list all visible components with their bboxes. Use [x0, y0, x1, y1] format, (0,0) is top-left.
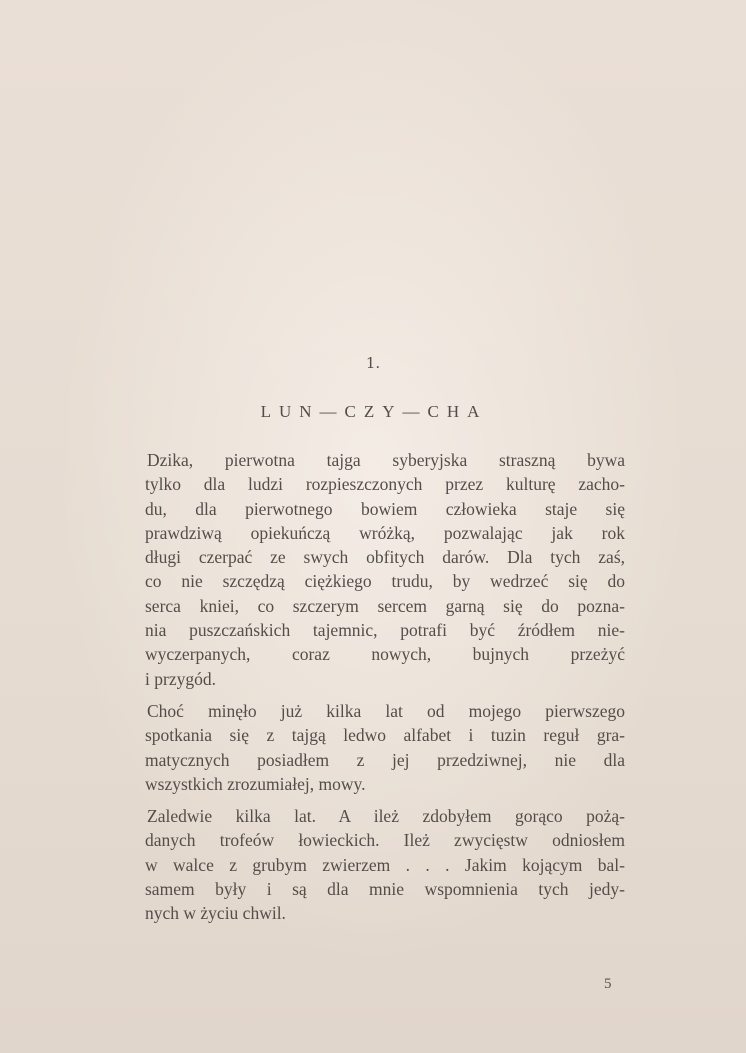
- page-number: 5: [604, 976, 612, 992]
- text-line: matycznych posiadłem z jej przedziwnej, nie dla: [145, 749, 625, 770]
- chapter-body: [145, 448, 625, 926]
- text-line: spotkania się z tajgą ledwo alfabet i tuzin reguł gra-: [145, 725, 625, 746]
- text-line: Choć minęło już kilka lat od mojego pierwszego: [147, 700, 625, 721]
- chapter-number: 1.: [365, 354, 381, 372]
- chapter-title: LUN—CZY—CHA: [260, 402, 488, 421]
- paragraph-3: [145, 804, 625, 925]
- text-line: długi czerpać ze swych obfitych darów. Dla tych zaś,: [145, 547, 625, 568]
- text-line: serca kniei, co szczerym sercem garną się do pozna-: [145, 595, 625, 616]
- text-line: prawdziwą opiekuńczą wróżką, pozwalając jak rok: [145, 522, 625, 543]
- text-line: Zaledwie kilka lat. A ileż zdobyłem gorąco pożą-: [147, 806, 625, 827]
- text-line: tylko dla ludzi rozpieszczonych przez kulturę zacho-: [145, 474, 625, 495]
- text-line: i przygód.: [145, 668, 216, 689]
- text-line: nych w życiu chwil.: [145, 903, 286, 924]
- text-line: Dzika, pierwotna tajga syberyjska straszną bywa: [147, 450, 625, 470]
- paragraph-1: [145, 448, 625, 691]
- text-line: danych trofeów łowieckich. Ileż zwycięstw odniosłem: [145, 830, 625, 851]
- text-line: wszystkich zrozumiałej, mowy.: [145, 773, 366, 794]
- text-line: nia puszczańskich tajemnic, potrafi być źródłem nie-: [145, 620, 625, 641]
- paragraph-2: [145, 699, 625, 796]
- text-line: du, dla pierwotnego bowiem człowieka staje się: [145, 498, 625, 519]
- text-line: co nie szczędzą ciężkiego trudu, by wedrzeć się do: [145, 571, 625, 592]
- text-line: wyczerpanych, coraz nowych, bujnych przeżyć: [145, 644, 625, 665]
- text-line: w walce z grubym zwierzem . . . Jakim kojącym bal-: [145, 854, 625, 875]
- text-line: samem były i są dla mnie wspomnienia tych jedy-: [145, 879, 625, 900]
